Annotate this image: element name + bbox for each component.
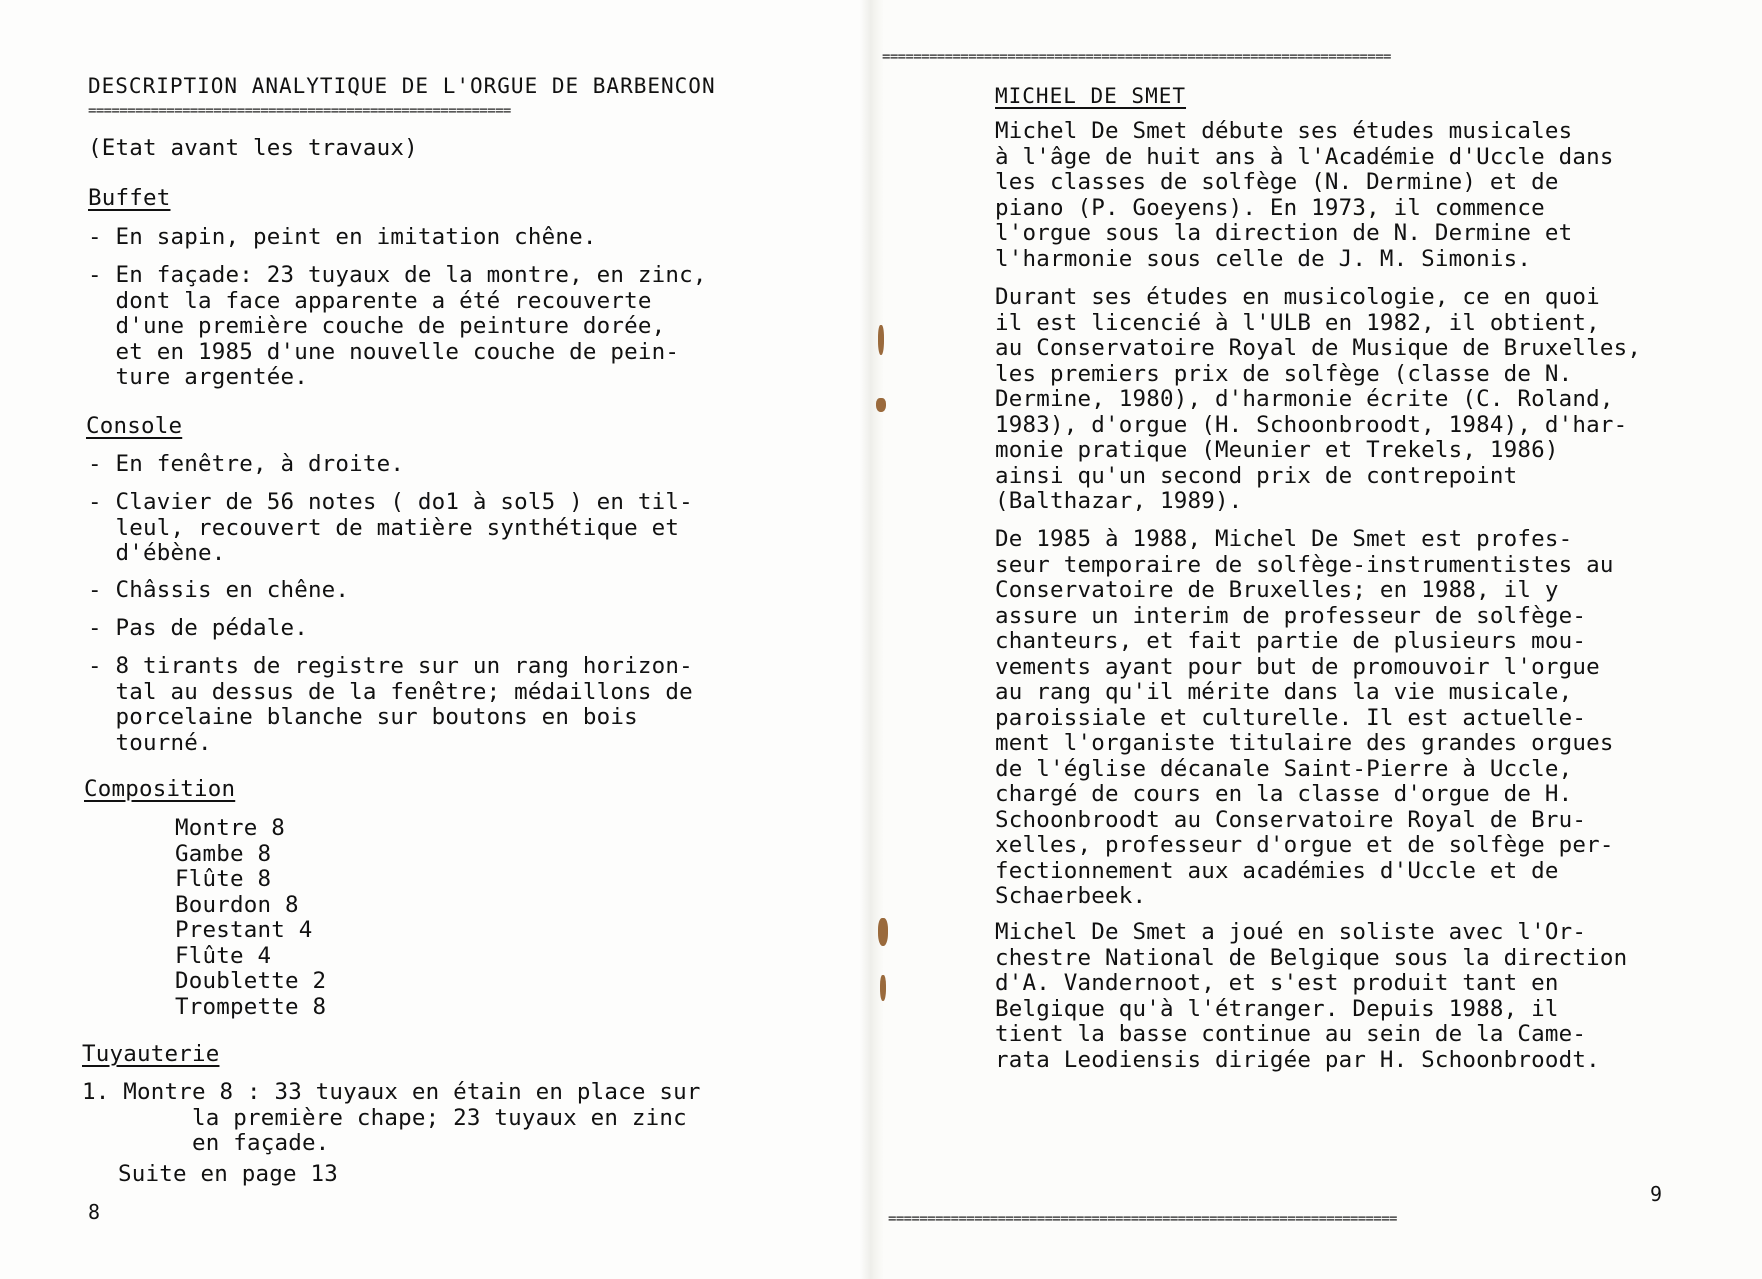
left-page-heading: DESCRIPTION ANALYTIQUE DE L'ORGUE DE BARBENCON [88, 74, 716, 98]
stop-item: Trompette 8 [175, 993, 327, 1020]
console-item: - Clavier de 56 notes ( do1 à sol5 ) en til- leul, recouvert de matière synthétique et d'ébène. [88, 489, 693, 566]
stop-item: Bourdon 8 [175, 891, 299, 918]
binding-rust-mark [880, 975, 886, 1001]
stop-item: Montre 8 [175, 815, 285, 841]
stop-item: Flûte 4 [175, 942, 272, 969]
buffet-item: - En sapin, peint en imitation chêne. [88, 224, 597, 250]
binding-rust-mark [878, 918, 888, 946]
right-page-heading: MICHEL DE SMET [995, 84, 1187, 108]
heading-underline-rule: ====================================================== [88, 104, 511, 118]
page-number-right: 9 [1650, 1182, 1663, 1206]
console-item: - Châssis en chêne. [88, 577, 350, 603]
buffet-item: - En façade: 23 tuyaux de la montre, en zinc, dont la face apparente a été recouverte d'une première couche de peinture dorée, et en 1985 d'une nouvelle couche de pein- ture argentée. [88, 262, 707, 390]
bottom-rule: ================================================================= [888, 1212, 1397, 1226]
book-gutter [860, 0, 884, 1279]
bio-paragraph: Durant ses études en musicologie, ce en quoi il est licencié à l'ULB en 1982, il obtient, au Conservatoire Royal de Musique de Bruxelles, les premiers prix de solfège (classe de N. Dermine, 1980), d'harmonie écrite (C. Roland, 1983), d'orgue (H. Schoonbroodt, 1984), d'har- monie pratique (Meunier et Trekels, 1986) ainsi qu'un second prix de contrepoint (Balthazar, 1989). [995, 284, 1642, 514]
bio-paragraph: Michel De Smet débute ses études musicales à l'âge de huit ans à l'Académie d'Uccle dans les classes de solfège (N. Dermine) et de piano (P. Goeyens). En 1973, il commence l'orgue sous la direction de N. Dermine et l'harmonie sous celle de J. M. Simonis. [995, 118, 1614, 272]
stop-item: Flûte 8 [175, 866, 272, 892]
section-title-buffet: Buffet [88, 185, 171, 211]
console-item: - Pas de pédale. [88, 615, 308, 641]
binding-rust-mark [876, 398, 886, 412]
bio-paragraph: Michel De Smet a joué en soliste avec l'Or- chestre National de Belgique sous la direction d'A. Vandernoot, et s'est produit tant en Belgique qu'à l'étranger. Depuis 1988, il tient la basse continue au sein de la Came- rata Leodiensis dirigée par H. Schoonbroodt. [995, 919, 1628, 1073]
continued-note: Suite en page 13 [118, 1161, 338, 1187]
bio-paragraph: De 1985 à 1988, Michel De Smet est profes- seur temporaire de solfège-instrumentistes au Conservatoire de Bruxelles; en 1988, il y assure un interim de professeur de solfège- chanteurs, et fait partie de plusieurs mou- vements ayant pour but de promouvoir l'orgue au rang qu'il mérite dans la vie musicale, paroissiale et culturelle. Il est actuelle- ment l'organiste titulaire des grandes orgues de l'église décanale Saint-Pierre à Uccle, chargé de cours en la classe d'orgue de H. Schoonbroodt au Conservatoire Royal de Bru- xelles, professeur d'orgue et de solfège per- fectionnement aux académies d'Uccle et de Schaerbeek. [995, 526, 1614, 909]
section-title-tuyauterie: Tuyauterie [82, 1041, 220, 1067]
tuyauterie-item: 1. Montre 8 : 33 tuyaux en étain en place sur la première chape; 23 tuyaux en zinc en façade. [82, 1079, 701, 1156]
state-note: (Etat avant les travaux) [88, 135, 418, 161]
console-item: - En fenêtre, à droite. [88, 451, 405, 477]
stop-list [175, 816, 326, 1020]
console-item: - 8 tirants de registre sur un rang horizon- tal au dessus de la fenêtre; médaillons de porcelaine blanche sur boutons en bois tourné. [88, 653, 693, 756]
top-rule: ================================================================= [882, 50, 1391, 64]
section-title-console: Console [86, 413, 183, 439]
page-number-left: 8 [88, 1200, 101, 1224]
stop-item: Prestant 4 [175, 917, 313, 943]
binding-rust-mark [878, 325, 884, 355]
section-title-composition: Composition [84, 776, 236, 802]
stop-item: Doublette 2 [175, 968, 327, 994]
stop-item: Gambe 8 [175, 840, 272, 867]
